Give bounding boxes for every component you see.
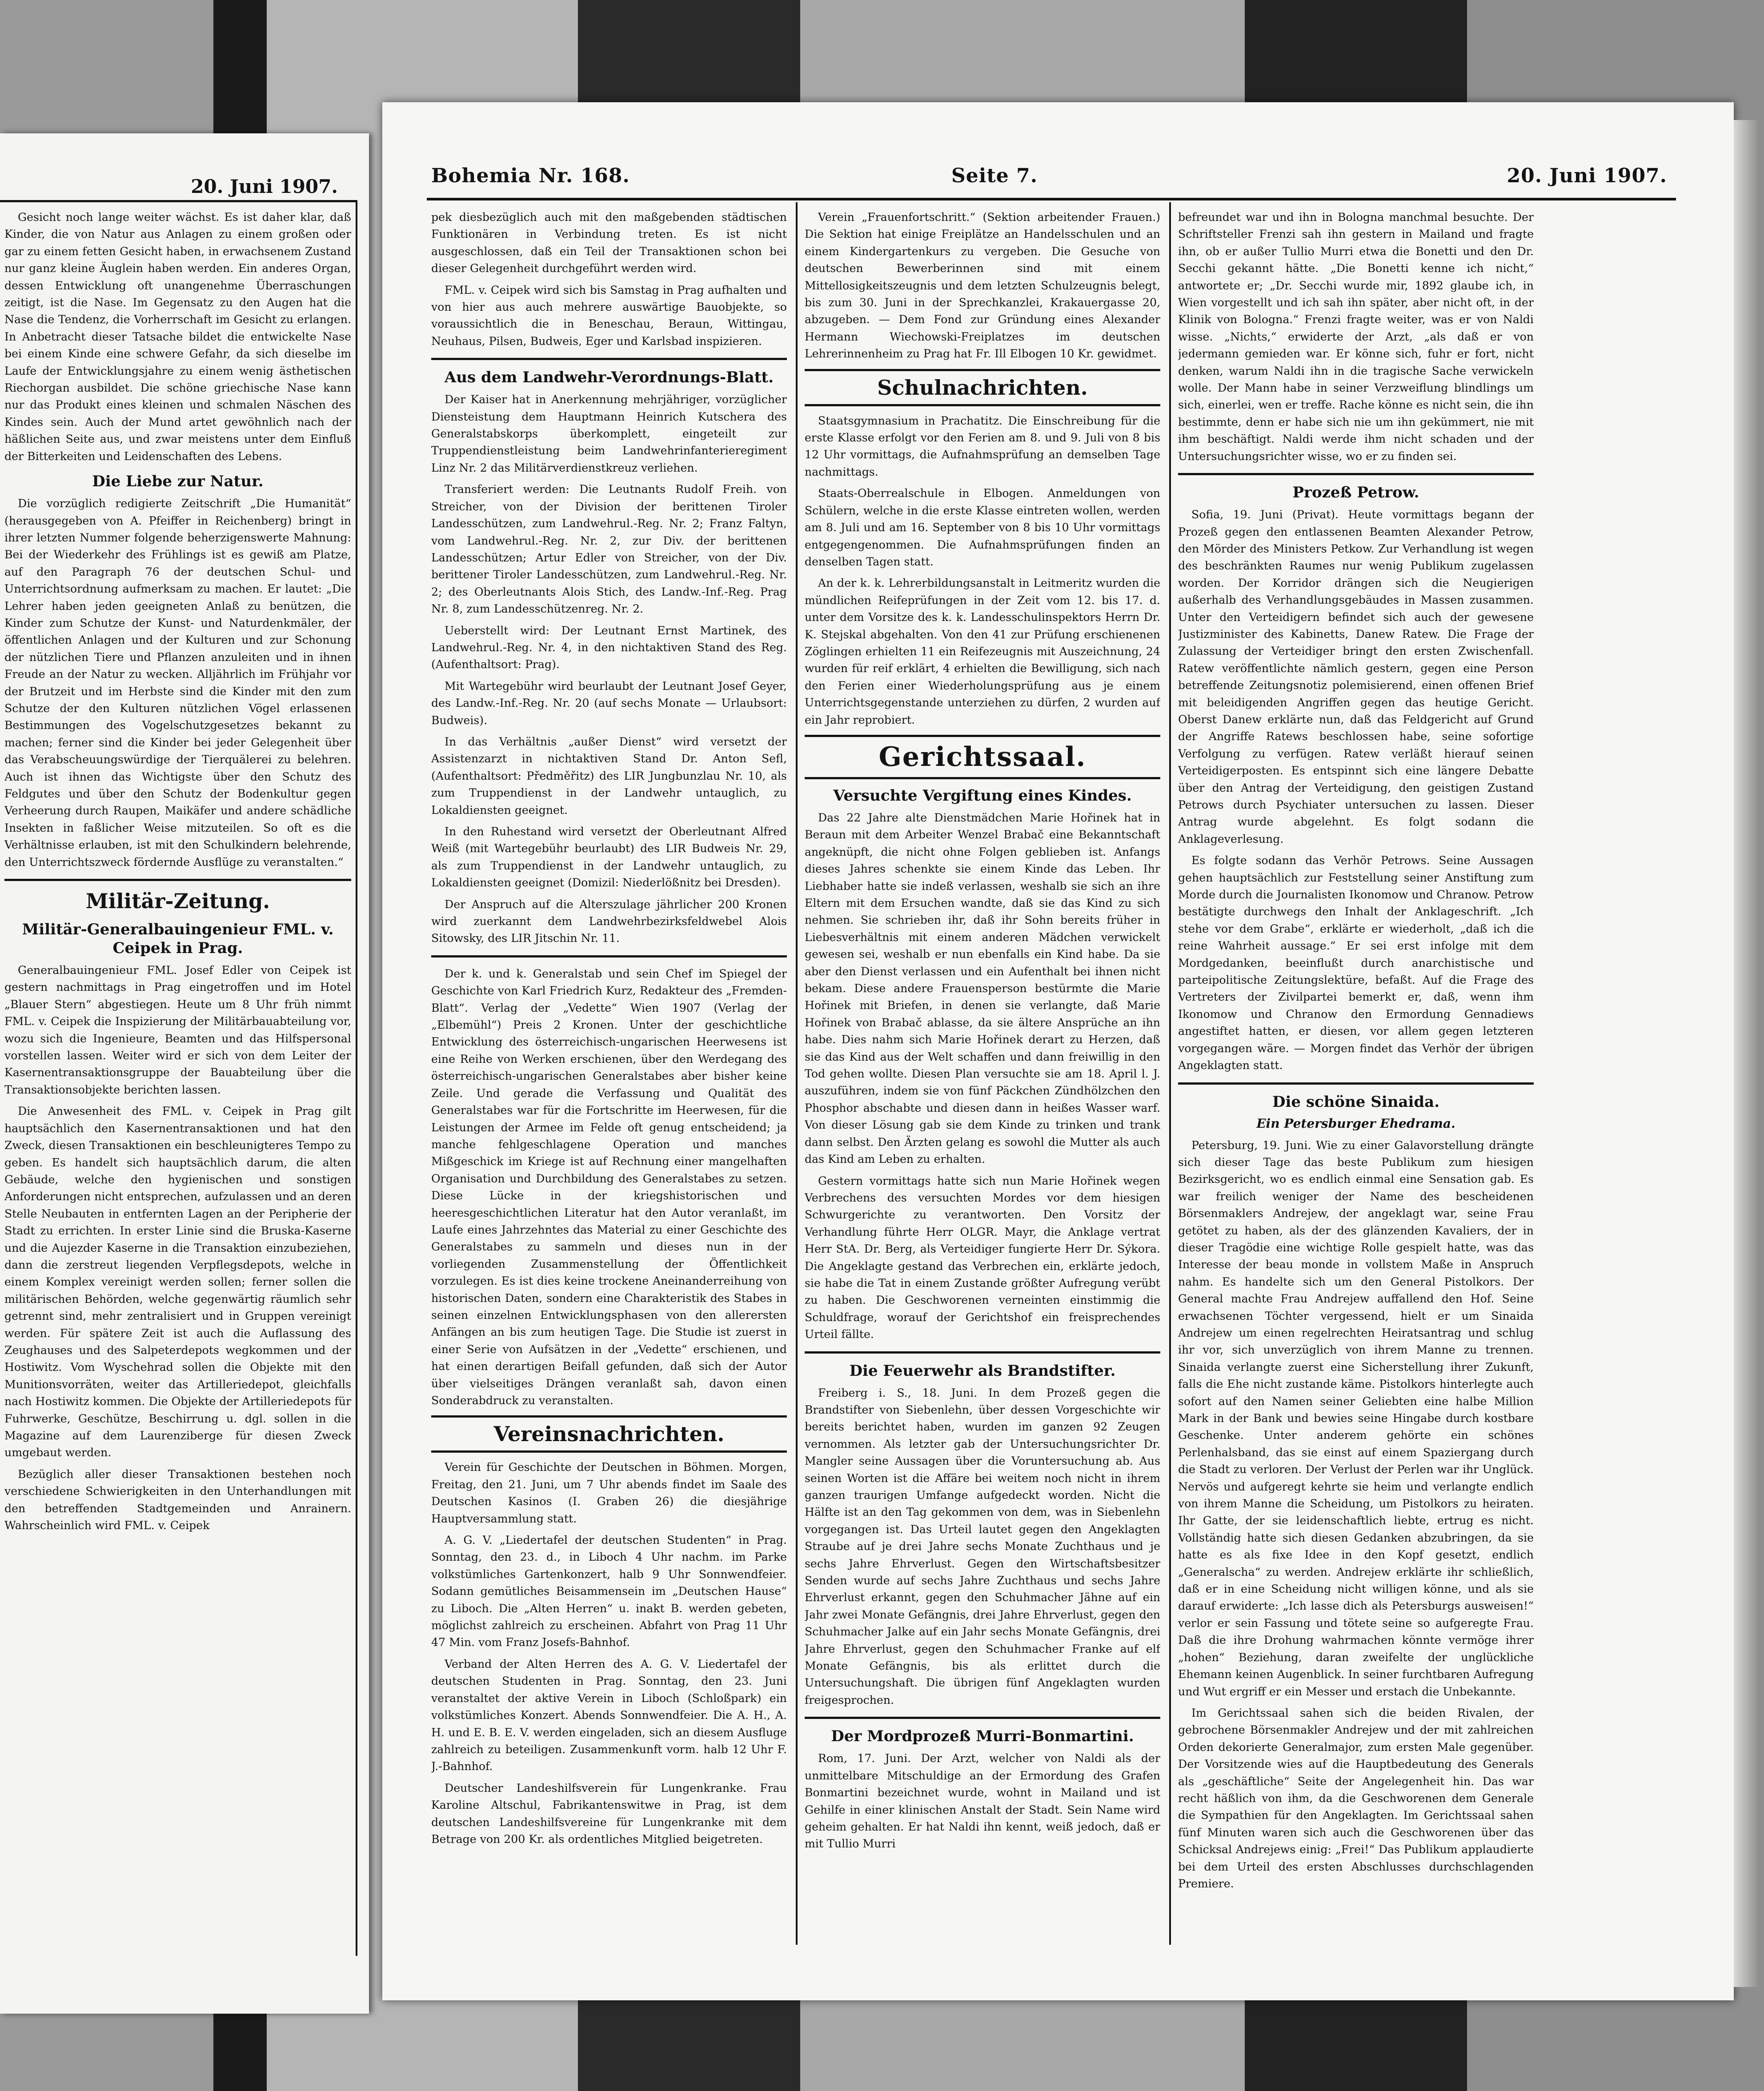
article-paragraph: Staatsgymnasium in Prachatitz. Die Einschreibung für die erste Klasse erfolgt vor den Ferien am 8. und 9. Juli von 8 bis 12 Uhr vormittags, die Aufnahmsprüfung an demselben Tage nachmittags.: [805, 414, 1160, 478]
article-paragraph: Der Kaiser hat in Anerkennung mehrjähriger, vorzüglicher Diensteistung dem Hauptmann Heinrich Kutschera des Generalstabskorps überkomplett, eingeteilt zur Truppendienstleistung beim Landwehrinfanterieregiment Linz Nr. 2 das Militärverdienstkreuz verliehen.: [431, 393, 787, 474]
article-paragraph: Es folgte sodann das Verhör Petrows. Seine Aussagen gehen hauptsächlich zur Feststellung seiner Anstiftung zum Morde durch die Journalisten Ikonomow und Chranow. Petrow bestätigte durchwegs den Inhalt der Anklageschrift. „Ich stehe vor dem Grabe“, erklärte er wiederholt, „daß ich die reine Wahrheit aussage.“ Er sei erst infolge mit dem Mordgedanken, beeinflußt durch anarchistische und parteipolitische Zeitungslektüre, befaßt. Auf die Frage des Vertreters der Zivilpartei bemerkt er, daß, wenn ihm Ikonomow und Chranow den Ermordung Gennadiews angestiftet hatten, er diesen, vor allem gegen letzteren vorgegangen wäre. — Morgen findet das Verhör der übrigen Angeklagten statt.: [1178, 854, 1534, 1072]
article-paragraph: A. G. V. „Liedertafel der deutschen Studenten“ in Prag. Sonntag, den 23. d., in Liboch 4 Uhr nachm. im Parke volkstümliches Gartenkonzert, halb 9 Uhr Sonnwendfeier. Sodann gemütliches Beisammensein im „Deutschen Hause“ zu Liboch. Die „Alten Herren“ u. inakt B. werden gebeten, möglichst zahlreich zu erscheinen. Abfahrt von Prag 11 Uhr 47 Min. vom Franz Josefs-Bahnhof.: [431, 1534, 787, 1649]
article-paragraph: Verband der Alten Herren des A. G. V. Liedertafel der deutschen Studenten in Prag. Sonntag, den 23. Juni veranstaltet der aktive Verein in Liboch (Schloßpark) ein volkstümliches Konzert. Abends Sonnwendfeier. Die A. H., A. H. und E. B. E. V. werden eingeladen, sich an diesem Ausfluge zahlreich zu beteiligen. Zusammenkunft vorm. halb 12 Uhr F. J.-Bahnhof.: [431, 1657, 787, 1773]
article-paragraph: In den Ruhestand wird versetzt der Oberleutnant Alfred Weiß (mit Wartegebühr beurlaubt) des LIR Budweis Nr. 29, als zum Truppendienst in der Landwehr untauglich, zu Lokaldiensten geeignet (Domizil: Niederlößnitz bei Dresden).: [431, 825, 787, 889]
article-paragraph: Bezüglich aller dieser Transaktionen bestehen noch verschiedene Schwierigkeiten in den Unterhandlungen mit den betreffenden Stadtgemeinden und Anrainern. Wahrscheinlich wird FML. v. Ceipek: [4, 1467, 351, 1532]
article-separator: [431, 955, 787, 957]
page-number: Seite 7.: [951, 164, 1038, 187]
article-headline: Die Liebe zur Natur.: [92, 473, 264, 491]
left-page-date: 20. Juni 1907.: [191, 176, 338, 197]
article-paragraph: Ueberstellt wird: Der Leutnant Ernst Martinek, des Landwehrul.-Reg. Nr. 4, in den nichtaktiven Stand des Reg. (Aufenthaltsort: Prag).: [431, 624, 787, 671]
article-paragraph: Die vorzüglich redigierte Zeitschrift „Die Humanität“ (herausgegeben von A. Pfeiffer in Reichenberg) bringt in ihrer letzten Nummer folgende beherzigenswerte Mahnung: Bei der Wiederkehr des Frühlings ist es gewiß am Platze, auf den Paragraph 76 der deutschen Schul- und Unterrichtsordnung aufmerksam zu machen. Er lautet: „Die Lehrer haben jeden geeigneten Anlaß zu benützen, die Kinder zum Schutze der Kunst- und Naturdenkmäler, der öffentlichen Anlagen und der Kulturen und zur Schonung der nützlichen Tiere und Pflanzen anzuleiten und in ihnen Freude an der Natur zu wecken. Alljährlich im Frühjahr vor der Brutzeit und im Herbste sind die Kinder mit den zum Schutze der den Kulturen nützlichen Vögel erlassenen Bestimmungen des Vogelschutzgesetzes bekannt zu machen; ferner sind die Kinder bei jeder Gelegenheit über das Verabscheuungswürdige der Tierquälerei zu belehren. Auch ist ihnen das Wichtigste über den Schutz des Feldgutes und über den Schutz der Bodenkultur gegen Verheerung durch Raupen, Maikäfer und andere schädliche Insekten in faßlicher Weise mitzuteilen. So oft es die Verhältnisse erlauben, ist mit den Schulkindern belehrende, den Unterrichtszweck fördernde Ausflüge zu veranstalten.“: [4, 497, 351, 869]
article-headline: Der Mordprozeß Murri-Bonmartini.: [831, 1727, 1134, 1746]
article-paragraph: An der k. k. Lehrerbildungsanstalt in Leitmeritz wurden die mündlichen Reifeprüfungen in der Zeit vom 12. bis 17. d. unter dem Vorsitze des k. k. Landesschulinspektors Herrn Dr. K. Stejskal abgehalten. Von den 41 zur Prüfung erschienenen Zöglingen erhielten 11 ein Reifezeugnis mit Auszeichnung, 24 wurden für reif erklärt, 4 erhielten die Bewilligung, sich nach den Ferien einer Wiederholungsprüfung aus je einem Unterrichtsgegenstande unterziehen zu dürfen, 2 wurden auf ein Jahr reprobiert.: [805, 577, 1160, 726]
column-rule: [796, 202, 798, 1945]
page-header: [431, 164, 1667, 196]
article-separator: [4, 879, 351, 881]
column-3: [1178, 209, 1534, 1897]
column-1: [431, 209, 787, 1852]
article-paragraph: Sofia, 19. Juni (Privat). Heute vormittags begann der Prozeß gegen den entlassenen Beamten Alexander Petrow, den Mörder des Ministers Petkow. Zur Verhandlung ist wegen des beschränkten Raumes nur wenig Publikum zugelassen worden. Der Korridor drängen sich die Neugierigen außerhalb des Verhandlungsgebäudes in Massen zusammen. Unter den Verteidigern befindet sich auch der gewesene Justizminister des Kabinetts, Danew Ratew. Die Frage der Zulassung der Verteidiger bringt den ersten Zwischenfall. Ratew veröffentlichte nämlich gestern, gegen eine Person betreffende Zeitungsnotiz polemisierend, einen offenen Brief mit beleidigenden Angriffen gegen das heutige Gericht. Oberst Danew erklärte nun, daß das Feldgericht auf Grund der Angriffe Ratews beschlossen habe, seine sofortige Verfolgung zu verfügen. Ratew verläßt hierauf seinen Verteidigerposten. Es entspinnt sich eine längere Debatte über den Antrag der Verteidigung, den geistigen Zustand Petrows durch Psychiater untersuchen zu lassen. Dieser Antrag wurde abgelehnt. Es folgt sodann die Anklageverlesung.: [1178, 508, 1534, 845]
section-heading-box: [805, 735, 1160, 779]
article-paragraph: Freiberg i. S., 18. Juni. In dem Prozeß gegen die Brandstifter von Siebenlehn, über dessen Vorgeschichte wir bereits berichtet haben, wurden im ganzen 92 Zeugen vernommen. Als letzter gab der Untersuchungsrichter Dr. Mangler seine Aussagen über die Voruntersuchung ab. Aus seinen Worten ist die Affäre bei weitem noch nicht in ihrem ganzen traurigen Umfange aufgedeckt worden. Nicht die Hälfte ist an den Tag gekommen von dem, was in Siebenlehn vorgegangen ist. Das Urteil lautet gegen den Angeklagten Straube auf je drei Jahre sechs Monate Zuchthaus und je sechs Jahre Ehrverlust. Gegen den Wirtschaftsbesitzer Senden wurde auf sechs Jahre Zuchthaus und sechs Jahre Ehrverlust erkannt, gegen den Schuhmacher Jähne auf ein Jahr zwei Monate Gefängnis, drei Jahre Ehrverlust, gegen den Schuhmacher Jalke auf ein Jahr sechs Monate Gefängnis, drei Jahre Ehrverlust, gegen den Schuhmacher Franke auf elf Monate Gefängnis, bis als erlittet durch die Untersuchungshaft. Die übrigen fünf Angeklagten wurden freigesprochen.: [805, 1386, 1160, 1706]
page-edge: [1734, 120, 1760, 1987]
article-headline: Versuchte Vergiftung eines Kindes.: [833, 786, 1132, 805]
section-heading: Schulnachrichten.: [877, 375, 1088, 400]
section-heading-box: [431, 1415, 787, 1453]
article-headline: Militär-Generalbauingenieur FML. v. Ceipek in Prag.: [22, 921, 334, 957]
article-paragraph: Verein „Frauenfortschritt.“ (Sektion arbeitender Frauen.) Die Sektion hat einige Freiplätze an Handelsschulen und an einem Kindergartenkurs zu vergeben. Die Gesuche von deutschen Bewerberinnen sind mit einem Mittellosigkeitszeugnis und dem letzten Schulzeugnis belegt, bis zum 30. Juni in der Sprechkanzlei, Krakauergasse 20, abzugeben. — Dem Fond zur Gründung eines Alexander Hermann Wiechowski-Freiplatzes im deutschen Lehrerinnenheim zu Prag hat Fr. Ill Elbogen 10 Kr. gewidmet.: [805, 211, 1160, 361]
article-paragraph: Generalbauingenieur FML. Josef Edler von Ceipek ist gestern nachmittags in Prag eingetroffen und im Hotel „Blauer Stern“ abgestiegen. Heute um 8 Uhr früh nimmt FML. v. Ceipek die Inspizierung der Militärbauabteilung vor, wozu sich die Ingenieure, Beamten und das Hilfspersonal vorstellen lassen. Weiter wird er sich von dem Leiter der Kasernentransaktionsgruppe der Bauabteilung über die Transaktionsobjekte berichten lassen.: [4, 964, 351, 1096]
article-paragraph: Deutscher Landeshilfsverein für Lungenkranke. Frau Karoline Altschul, Fabrikantenswitwe in Prag, ist dem deutschen Landeshilfsvereine für Lungenkranke mit dem Betrage von 200 Kr. als ordentliches Mitglied beigetreten.: [431, 1781, 787, 1846]
article-separator: [431, 358, 787, 360]
column-2: [805, 209, 1160, 1857]
article-headline: Prozeß Petrow.: [1292, 484, 1419, 502]
article-headline: Die Feuerwehr als Brandstifter.: [849, 1362, 1116, 1380]
column-rule: [356, 200, 357, 1956]
section-heading: Gerichtssaal.: [878, 741, 1086, 773]
article-paragraph: In das Verhältnis „außer Dienst“ wird versetzt der Assistenzarzt in nichtaktiven Stand Dr. Anton Sefl, (Aufenthaltsort: Předměřitz) des LIR Jungbunzlau Nr. 10, als zum Truppendienst in der Landwehr untauglich, zu Lokaldiensten geeignet.: [431, 735, 787, 817]
article-separator: [1178, 1082, 1534, 1085]
article-paragraph: Transferiert werden: Die Leutnants Rudolf Freih. von Streicher, von der Division der berittenen Tiroler Landesschützen, zum Landwehrul.-Reg. Nr. 2; Franz Faltyn, vom Landwehrul.-Reg. Nr. 2, zur Div. der berittenen Landesschützen; Artur Edler von Streicher, von der Div. berittener Tiroler Landesschützen, zum Landwehrul.-Reg. Nr. 2; des Oberleutnants Alois Stich, des Landw.-Inf.-Reg. Prag Nr. 8, zum Landesschützenreg. Nr. 2.: [431, 483, 787, 616]
masthead-issue: Bohemia Nr. 168.: [431, 164, 630, 187]
header-rule: [427, 198, 1676, 200]
article-paragraph: Im Gerichtssaal sahen sich die beiden Rivalen, der gebrochene Börsenmakler Andrejew und der mit zahlreichen Orden dekorierte Generalmajor, zum ersten Male gegenüber. Der Vorsitzende wies auf die Hauptbedeutung des Generals als „geschäftliche“ Seite der Angelegenheit hin. Das war recht häßlich von ihm, da die Geschworenen dem Generale die Sympathien für den Angeklagten. Im Gerichtssaal sahen fünf Minuten waren sich auch die Geschworenen über das Schicksal Andrejews einig: „Frei!“ Das Publikum applaudierte bei dem Urteil des ersten Abschlusses durchschlagenden Premiere.: [1178, 1706, 1534, 1890]
section-heading: Militär-Zeitung.: [85, 889, 270, 913]
article-paragraph: Staats-Oberrealschule in Elbogen. Anmeldungen von Schülern, welche in die erste Klasse eintreten wollen, werden am 8. Juli und am 16. September von 8 bis 10 Uhr vormittags entgegengenommen. Die Aufnahmsprüfungen finden an denselben Tagen statt.: [805, 487, 1160, 568]
article-paragraph: Gestern vormittags hatte sich nun Marie Hořinek wegen Verbrechens des versuchten Mordes vor dem hiesigen Schwurgerichte zu verantworten. Den Vorsitz der Verhandlung führte Herr OLGR. Mayr, die Anklage vertrat Herr StA. Dr. Berg, als Verteidiger fungierte Herr Dr. Sýkora. Die Angeklagte gestand das Verbrechen ein, erklärte jedoch, sie habe die Tat in einem Zustande größter Aufregung verübt zu haben. Die Geschworenen verneinten einstimmig die Schuldfrage, worauf der Gerichtshof ein freisprechendes Urteil fällte.: [805, 1174, 1160, 1341]
article-subheadline: Ein Petersburger Ehedrama.: [1256, 1116, 1455, 1131]
article-paragraph: Rom, 17. Juni. Der Arzt, welcher von Naldi als der unmittelbare Mitschuldige an der Ermordung des Grafen Bonmartini bezeichnet wurde, wohnt in Mailand und ist Gehilfe in einer klinischen Anstalt der Stadt. Sein Name wird geheim gehalten. Er hat Naldi ihn kennt, weiß jedoch, daß er mit Tullio Murri: [805, 1752, 1160, 1851]
article-separator: [805, 1717, 1160, 1719]
article-paragraph: pek diesbezüglich auch mit den maßgebenden städtischen Funktionären in Verbindung treten. Es ist nicht ausgeschlossen, daß ein Teil der Transaktionen schon bei dieser Gelegenheit durchgeführt werden wird.: [431, 211, 787, 275]
article-paragraph: Verein für Geschichte der Deutschen in Böhmen. Morgen, Freitag, den 21. Juni, um 7 Uhr abends findet im Saale des Deutschen Kasinos (I. Graben 26) die diesjährige Hauptversammlung statt.: [431, 1461, 787, 1525]
section-heading: Vereinsnachrichten.: [493, 1422, 725, 1446]
article-paragraph: Mit Wartegebühr wird beurlaubt der Leutnant Josef Geyer, des Landw.-Inf.-Reg. Nr. 20 (auf sechs Monate — Urlaubsort: Budweis).: [431, 679, 787, 727]
header-rule: [0, 200, 356, 202]
article-separator: [805, 1351, 1160, 1354]
header-date: 20. Juni 1907.: [1507, 164, 1667, 187]
article-paragraph: Der Anspruch auf die Alterszulage jährlicher 200 Kronen wird zuerkannt dem Landwehrbezirksfeldwebel Alois Sitowsky, des LIR Jitschin Nr. 11.: [431, 897, 787, 945]
article-paragraph: befreundet war und ihn in Bologna manchmal besuchte. Der Schriftsteller Frenzi sah ihn gestern in Mailand und fragte ihn, ob er außer Tullio Murri etwa die Bonetti und den Dr. Secchi gekannt hätte. „Die Bonetti kenne ich nicht,“ antwortete er; „Dr. Secchi wurde mir, 1892 glaube ich, in Wien vorgestellt und ich sah ihn später, aber nicht oft, in der Klinik von Bologna.“ Frenzi fragte weiter, was er von Naldi wisse. „Nichts,“ erwiderte der Arzt, „als daß er von jedermann gemieden war. Er könne sich, fuhr er fort, nicht denken, warum Naldi ihn in die tragische Sache verwickeln wolle. Der Mann habe in seiner Verzweiflung blindlings um sich, einerlei, wen er treffe. Rache könne es nicht sein, die ihn bestimmte, denn er habe sich nie um ihn gekümmert, nie mit ihm beschäftigt. Naldi werde ihm nicht schaden und der Untersuchungsrichter wisse, wo er zu finden sei.: [1178, 211, 1534, 463]
article-headline: Die schöne Sinaida.: [1272, 1093, 1440, 1111]
article-paragraph: Der k. und k. Generalstab und sein Chef im Spiegel der Geschichte von Karl Friedrich Kurz, Redakteur des „Fremden-Blatt“. Verlag der „Vedette“ Wien 1907 (Verlag der „Elbemühl“) Preis 2 Kronen. Unter der geschichtliche Entwicklung des österreichisch-ungarischen Heerwesens ist eine Reihe von Werken erschienen, über den Werdegang des österreichisch-ungarischen Generalstabes aber bisher keine Zeile. Und gerade die Verfassung und Qualität des Generalstabes war für die Fortschritte im Heerwesen, für die Leistungen der Armee im Felde oft genug entscheidend; ja manche fehlgeschlagene Operation und manches Mißgeschick im Kriege ist auf Rechnung einer mangelhaften Organisation und Durchbildung des Generalstabes zu setzen. Diese Lücke in der kriegshistorischen und heeresgeschichtlichen Literatur hat den Autor veranlaßt, im Laufe eines Jahrzehntes das Material zu einer Geschichte des Generalstabes zu sammeln und dieses nun in der vorliegenden Zusammenstellung der Öffentlichkeit vorzulegen. Es ist dies keine trockene Aneinanderreihung von historischen Daten, sondern eine Charakteristik des Stabes in seinen einzelnen Entwicklungsphasen von den allerersten Anfängen an bis zum heutigen Tage. Die Studie ist zuerst in einer Serie von Aufsätzen in der „Vedette“ erschienen, und hat einen derartigen Beifall gefunden, daß sich der Autor über vielseitiges Drängen veranlaßt sah, davon einen Sonderabdruck zu veranstalten.: [431, 967, 787, 1407]
article-paragraph: Gesicht noch lange weiter wächst. Es ist daher klar, daß Kinder, die von Natur aus Anlagen zu einem großen oder gar zu einem fetten Gesicht haben, in erwachsenem Zustand nur ganz kleine Äuglein haben werden. Ein anderes Organ, dessen Entwicklung oft unangenehme Überraschungen zeitigt, ist die Nase. Im Gegensatz zu den Augen hat die Nase die Tendenz, die Vorherrschaft im Gesicht zu erlangen. In Anbetracht dieser Tatsache bildet die entwickelte Nase bei einem Kinde eine schwere Gefahr, da sich dieselbe im Laufe der Entwicklungsjahre zu einem wenig ästhetischen Riechorgan ausbildet. Die schöne griechische Nase kann nur das Produkt eines kleinen und schmalen Näschen des Kindes sein. Auch der Mund artet gewöhnlich nach der häßlichen Seite aus, und zwar meistens unter dem Einfluß der Bitterkeiten und Leidenschaften des Lebens.: [4, 211, 351, 463]
left-facing-page: [0, 133, 369, 2014]
newspaper-page: [382, 102, 1734, 2000]
article-separator: [1178, 473, 1534, 475]
article-paragraph: Die Anwesenheit des FML. v. Ceipek in Prag gilt hauptsächlich den Kasernentransaktionen und hat den Zweck, diesen Transaktionen ein beschleunigteres Tempo zu geben. Es handelt sich hauptsächlich darum, die alten Gebäude, welche den hygienischen und sonstigen Anforderungen nicht entsprechen, aufzulassen und an deren Stelle Neubauten in entfernten Lagen an der Peripherie der Stadt zu errichten. In erster Linie sind die Bruska-Kaserne und die Aujezder Kaserne in die Transaktion einzubeziehen, dann die zerstreut liegenden Verpflegsdepots, welche in einem Komplex vereinigt werden sollen; ferner sollen die militärischen Behörden, welche gegenwärtig räumlich sehr getrennt sind, mehr zentralisiert und in Gruppen vereinigt werden. Für spätere Zeit ist auch die Auflassung des Zeughauses und des Salpeterdepots wegkommen und der Hostiwitz. Vom Wyschehrad sollen die Objekte mit den Munitionsvorräten, weiter das Artilleriedepot, gleichfalls nach Hostiwitz kommen. Die Objekte der Artilleriedepots für Fuhrwerke, Geschütze, Beschirrung u. dgl. sollen in die Magazine auf dem Laurenziberge für diesen Zweck umgebaut werden.: [4, 1105, 351, 1459]
article-headline: Aus dem Landwehr-Verordnungs-Blatt.: [444, 369, 774, 387]
article-paragraph: Das 22 Jahre alte Dienstmädchen Marie Hořinek hat in Beraun mit dem Arbeiter Wenzel Brabač eine Bekanntschaft angeknüpft, die nicht ohne Folgen geblieben ist. Anfangs dieses Jahres schenkte sie einem Kinde das Leben. Ihr Liebhaber hatte sie indeß verlassen, weshalb sie sich an ihre Eltern mit dem Ersuchen wandte, daß sie das Kind zu sich nehmen. Sie schrieben ihr, daß ihr Sohn bereits früher in Liebesverhältnis mit einem anderen Mädchen verwickelt gewesen sei, weshalb er nun ebenfalls ein Kind habe. Da sie aber den Dienst verlassen und ein Aufenthalt bei ihnen nicht bekam. Diese andere Frauensperson bestürmte die Marie Hořinek mit Briefen, in denen sie verlangte, daß Marie Hořinek von Brabač ablasse, da sie ältere Ansprüche an ihn habe. Dies nahm sich Marie Hořinek derart zu Herzen, daß sie das Kind aus der Welt schaffen und dann freiwillig in den Tod gehen wollte. Diesen Plan versuchte sie am 18. April l. J. auszuführen, indem sie von fünf Päckchen Zündhölzchen den Phosphor abschabte und diesen dann in heißes Wasser warf. Von dieser Lösung gab sie dem Kinde zu trinken und trank dann selbst. Den Ärzten gelang es sowohl die Mutter als auch das Kind am Leben zu erhalten.: [805, 811, 1160, 1166]
section-heading-box: [805, 369, 1160, 406]
column-rule: [1169, 202, 1171, 1945]
article-paragraph: FML. v. Ceipek wird sich bis Samstag in Prag aufhalten und von hier aus auch mehrere auswärtige Bauobjekte, so voraussichtlich die in Beneschau, Beraun, Wittingau, Neuhaus, Pilsen, Budweis, Eger und Karlsbad inspizieren.: [431, 283, 787, 348]
left-page-column: [4, 209, 351, 1538]
article-paragraph: Petersburg, 19. Juni. Wie zu einer Galavorstellung drängte sich dieser Tage das beste Publikum zum hiesigen Bezirksgericht, wo es endlich einmal eine Sensation gab. Es war freilich weniger der Name des bescheidenen Börsenmaklers Andrejew, der angeklagt war, seine Frau getötet zu haben, als der des glänzenden Kavaliers, der in dieser Tragödie eine wichtige Rolle gespielt hatte, was das Interesse der beau monde in vollstem Maße in Anspruch nahm. Es handelte sich um den General Pistolkors. Der General machte Frau Andrejew auffallend den Hof. Seine erwachsenen Töchter vergessend, hielt er um Sinaida Andrejew um einen regelrechten Heiratsantrag und schlug ihr vor, sich unverzüglich von ihrem Manne zu trennen. Sinaida verlangte zuerst eine Sicherstellung ihrer Zukunft, falls die Ehe nicht zustande käme. Pistolkors hinterlegte auch sofort auf den Namen seiner Geliebten eine halbe Million Mark in der Bank und bewies seine Hingabe durch kostbare Geschenke. Unter anderem gehörte ein schönes Perlenhalsband, das sie einst auf einem Spaziergang durch die Stadt zu verloren. Der Verlust der Perlen war ihr Unglück. Nervös und aufgeregt kehrte sie heim und verlangte endlich von ihrem Manne die Scheidung, um Pistolkors zu heiraten. Ihr Gatte, der sie leidenschaftlich liebte, ertrug es nicht. Vollständig hatte sich diesen Gedanken abzubringen, da sie hatte es als fixe Idee in den Kopf gesetzt, endlich „Generalscha“ zu werden. Andrejew erklärte ihr schließlich, daß er in eine Scheidung nicht willigen könne, und als sie darauf erwiderte: „Ich lasse dich als Petersburgs ausweisen!“ verlor er sein Fassung und tötete seine so aufgeregte Frau. Daß die ihre Drohung wahrmachen könnte vermöge ihrer „hohen“ Beziehung, daran zweifelte der unglückliche Ehemann keinen Augenblick. In seiner furchtbaren Aufregung und Wut ergriff er ein Messer und erstach die Unbekannte.: [1178, 1138, 1534, 1698]
